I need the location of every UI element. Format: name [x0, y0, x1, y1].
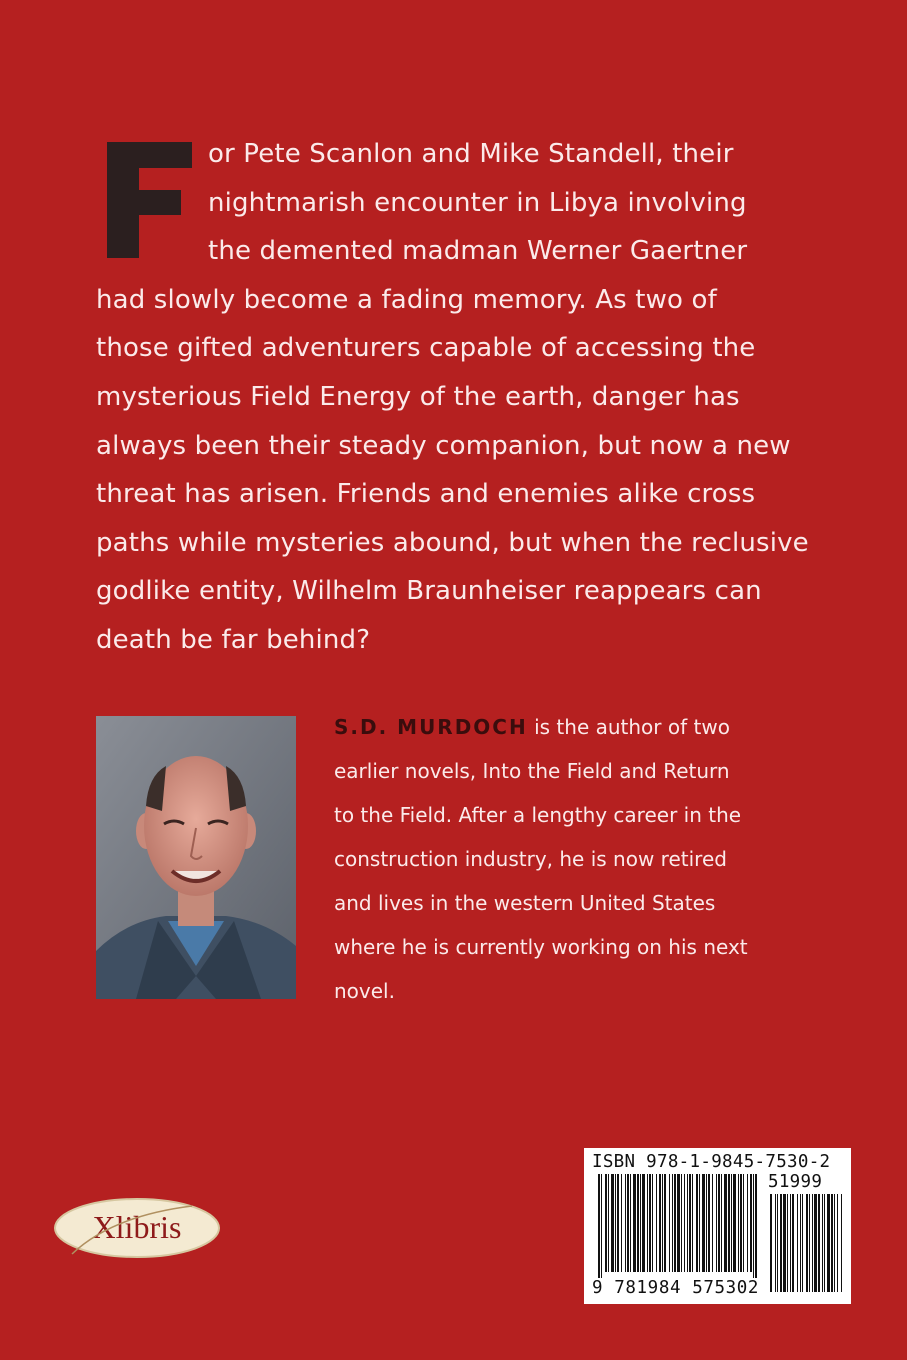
barcode-bar — [750, 1174, 752, 1272]
barcode-bar — [625, 1174, 626, 1272]
addon-bar — [831, 1194, 833, 1292]
barcode-bar — [716, 1174, 717, 1272]
barcode-bar — [621, 1174, 622, 1272]
addon-bar — [818, 1194, 820, 1292]
barcode-bar — [601, 1174, 602, 1278]
barcode-bar — [696, 1174, 698, 1272]
xlibris-logo — [52, 1196, 222, 1260]
barcode-bar — [674, 1174, 676, 1272]
barcode-bar — [702, 1174, 705, 1272]
blurb-line: paths while mysteries abound, but when the reclusive — [96, 527, 809, 558]
addon-bar — [777, 1194, 778, 1292]
barcode-bar — [747, 1174, 748, 1272]
barcode-bar — [724, 1174, 727, 1272]
author-name: S.D. MURDOCH — [334, 715, 528, 739]
blurb-line: mysterious Field Energy of the earth, danger has — [96, 381, 740, 412]
addon-bar — [834, 1194, 835, 1292]
addon-bar — [812, 1194, 813, 1292]
barcode-bar — [712, 1174, 713, 1272]
blurb-line: always been their steady companion, but now a new — [96, 430, 791, 461]
addon-bar — [806, 1194, 808, 1292]
bio-line: where he is currently working on his next — [334, 935, 748, 959]
addon-bar — [827, 1194, 830, 1292]
barcode-bar — [611, 1174, 614, 1272]
bio-line: and lives in the western United States — [334, 891, 716, 915]
addon-bar — [780, 1194, 782, 1292]
isbn-barcode — [584, 1148, 851, 1304]
author-bio — [334, 705, 814, 1013]
barcode-bar — [640, 1174, 641, 1272]
barcode-bar — [692, 1174, 693, 1272]
barcode-bar — [627, 1174, 629, 1272]
barcode-bar — [677, 1174, 680, 1272]
barcode-bar — [753, 1174, 754, 1278]
bio-line: earlier novels, Into the Field and Return — [334, 759, 730, 783]
barcode-bar — [615, 1174, 616, 1272]
addon-bar — [783, 1194, 786, 1292]
barcode-bar — [740, 1174, 742, 1272]
barcode-bar — [669, 1174, 670, 1272]
addon-bar — [792, 1194, 794, 1292]
barcode-bar — [687, 1174, 688, 1272]
barcode-bar — [672, 1174, 673, 1272]
blurb-line: nightmarish encounter in Libya involving — [208, 187, 747, 218]
blurb-line: threat has arisen. Friends and enemies alike cross — [96, 479, 756, 510]
barcode-bar — [738, 1174, 739, 1272]
barcode-bar — [637, 1174, 639, 1272]
blurb-line: the demented madman Werner Gaertner — [208, 236, 748, 267]
barcode-bar — [728, 1174, 730, 1272]
barcode-bar — [681, 1174, 682, 1272]
addon-bar — [775, 1194, 776, 1292]
addon-bar — [809, 1194, 810, 1292]
logo-text: Xlibris — [92, 1209, 182, 1245]
barcode-bar — [647, 1174, 648, 1272]
barcode-bar — [630, 1174, 631, 1272]
addon-bar — [814, 1194, 817, 1292]
barcode-bar — [755, 1174, 757, 1278]
blurb-line: godlike entity, Wilhelm Braunheiser reappears can — [96, 576, 762, 607]
bio-line: to the Field. After a lengthy career in the — [334, 803, 742, 827]
addon-bar — [822, 1194, 823, 1292]
addon-bar — [797, 1194, 798, 1292]
barcode-bar — [689, 1174, 691, 1272]
addon-bar — [800, 1194, 801, 1292]
barcode-bar — [598, 1174, 600, 1278]
addon-bar — [824, 1194, 825, 1292]
barcode-bar — [699, 1174, 700, 1272]
barcode-bar — [633, 1174, 636, 1272]
barcode-bar — [608, 1174, 609, 1272]
barcode-bar — [708, 1174, 710, 1272]
barcode-bar — [684, 1174, 685, 1272]
barcode-bar — [718, 1174, 720, 1272]
barcode-bar — [605, 1174, 607, 1272]
barcode-bar — [642, 1174, 645, 1272]
barcode-bar — [721, 1174, 722, 1272]
barcode-bar — [617, 1174, 619, 1272]
blurb-line: death be far behind? — [96, 624, 371, 655]
barcode-bar — [706, 1174, 707, 1272]
isbn-label: ISBN 978-1-9845-7530-2 — [592, 1152, 831, 1172]
back-cover-blurb — [96, 130, 812, 665]
bio-line — [334, 705, 814, 749]
barcode-bar — [656, 1174, 657, 1272]
author-photo — [96, 716, 296, 999]
barcode-bar — [662, 1174, 663, 1272]
barcode-bar — [659, 1174, 661, 1272]
addon-bar — [770, 1194, 772, 1292]
addon-bar — [802, 1194, 803, 1292]
addon-bar — [837, 1194, 838, 1292]
addon-bar — [841, 1194, 842, 1292]
addon-bar — [790, 1194, 791, 1292]
price-code: 51999 — [768, 1172, 823, 1192]
addon-bar — [787, 1194, 788, 1292]
bio-line: novel. — [334, 979, 395, 1003]
barcode-bar — [649, 1174, 651, 1272]
blurb-line: those gifted adventurers capable of accessing the — [96, 333, 756, 364]
barcode-bar — [733, 1174, 736, 1272]
ean-digits: 9 781984 575302 — [592, 1278, 760, 1298]
barcode-bar — [743, 1174, 744, 1272]
barcode-bar — [731, 1174, 732, 1272]
bio-line-rest: is the author of two — [527, 715, 730, 739]
barcode-bar — [664, 1174, 666, 1272]
barcode-bar — [652, 1174, 653, 1272]
bio-line: construction industry, he is now retired — [334, 847, 727, 871]
blurb-line: or Pete Scanlon and Mike Standell, their — [208, 139, 734, 169]
blurb-line: had slowly become a fading memory. As two of — [96, 284, 717, 315]
